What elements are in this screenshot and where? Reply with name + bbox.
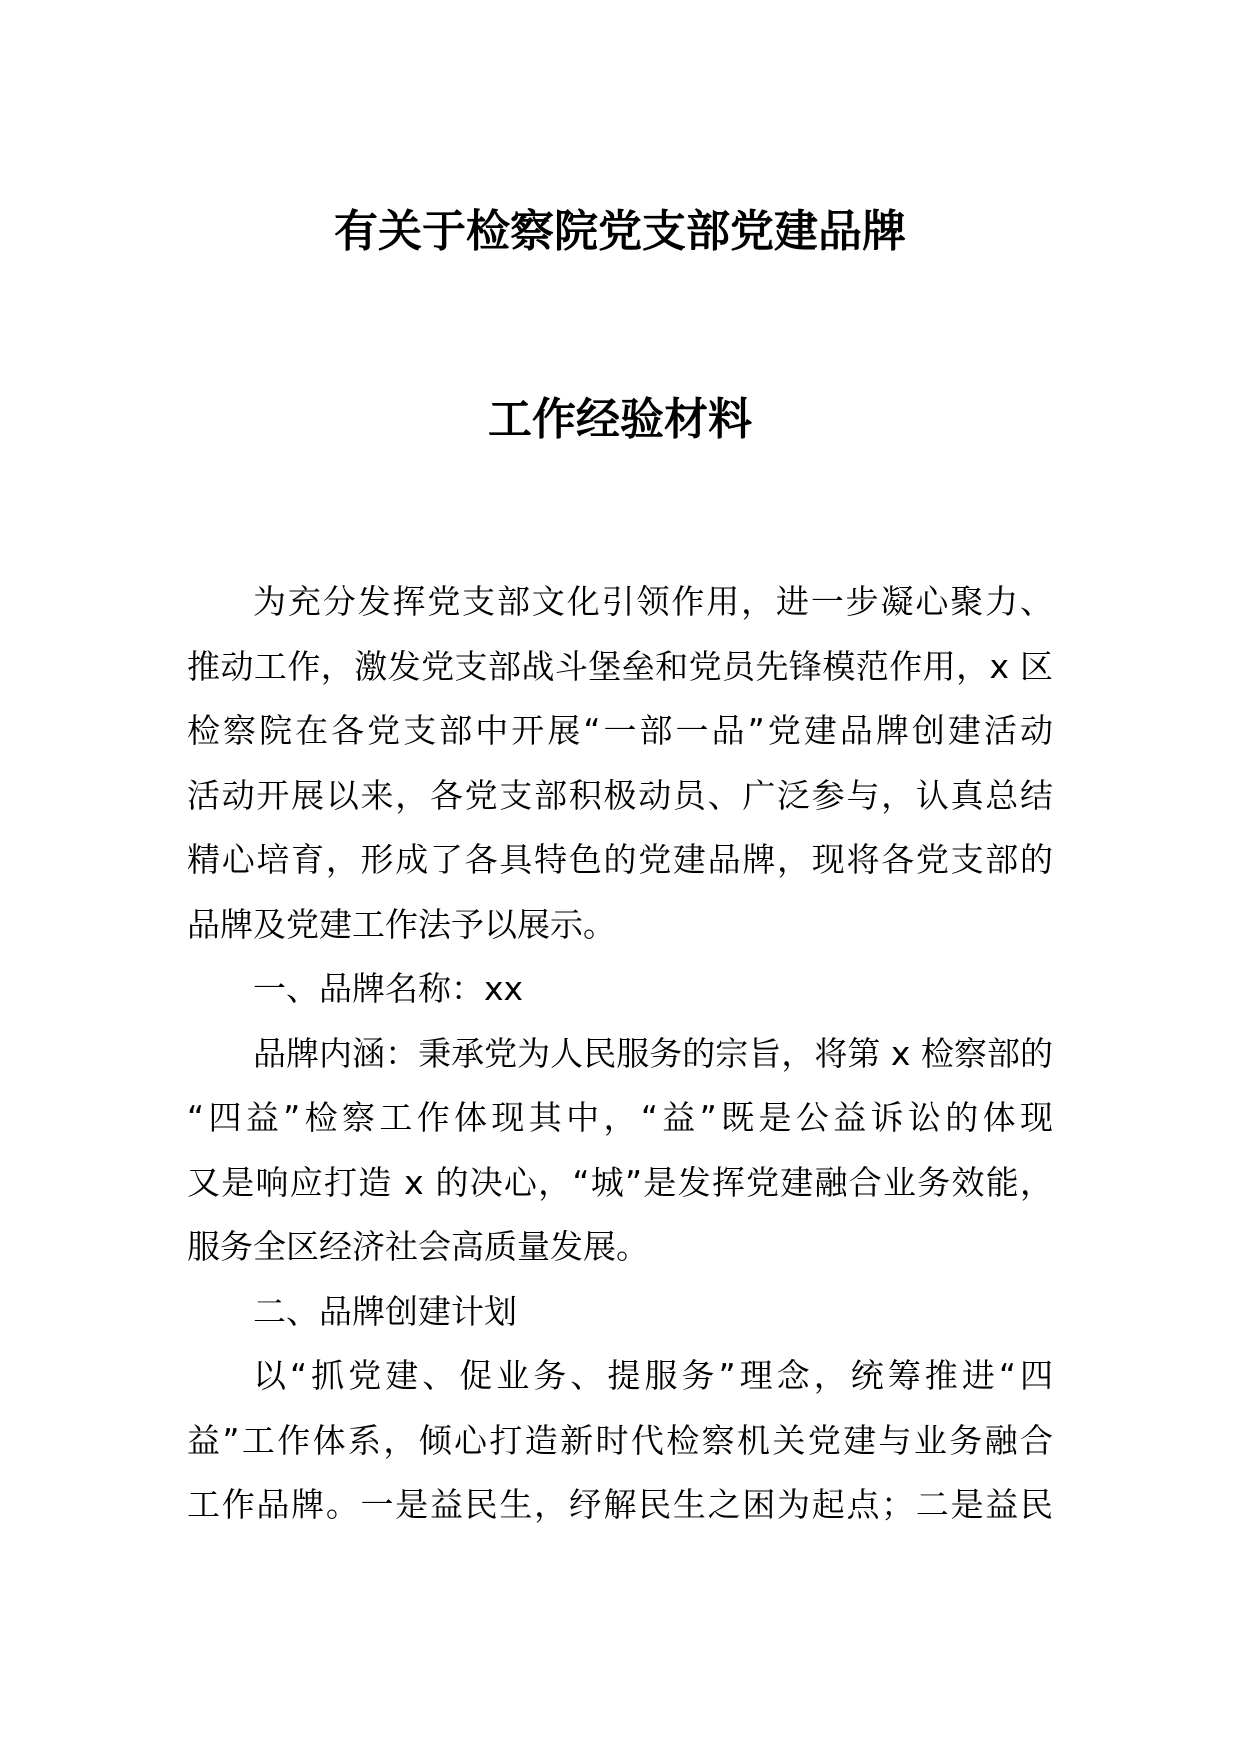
body-line: 工作品牌。一是益民生，纾解民生之困为起点；二是益民 — [187, 1485, 1053, 1524]
body-line: 益”工作体系，倾心打造新时代检察机关党建与业务融合 — [187, 1420, 1053, 1460]
section-heading: 二、品牌创建计划 — [253, 1291, 517, 1331]
document-title-line-1: 有关于检察院党支部党建品牌 — [334, 206, 906, 257]
document-title-line-2: 工作经验材料 — [488, 394, 752, 445]
body-line: 品牌内涵：秉承党为人民服务的宗旨，将第 x 检察部的 — [253, 1033, 1053, 1073]
body-line: 以“抓党建、促业务、提服务”理念，统筹推进“四 — [253, 1356, 1053, 1395]
body-line: 检察院在各党支部中开展“一部一品”党建品牌创建活动 — [187, 711, 1053, 750]
section-heading: 一、品牌名称：xx — [253, 969, 524, 1008]
body-line: 服务全区经济社会高质量发展。 — [187, 1227, 649, 1266]
body-line: “四益”检察工作体现其中，“益”既是公益诉讼的体现 — [187, 1098, 1053, 1137]
body-line: 精心培育，形成了各具特色的党建品牌，现将各党支部的 — [187, 840, 1053, 879]
body-line: 为充分发挥党支部文化引领作用，进一步凝心聚力、 — [253, 582, 1053, 621]
body-line: 活动开展以来，各党支部积极动员、广泛参与，认真总结 — [187, 775, 1053, 815]
body-line: 推动工作，激发党支部战斗堡垒和党员先锋模范作用，x 区 — [187, 646, 1053, 686]
document-body — [187, 570, 1053, 1538]
body-line: 品牌及党建工作法予以展示。 — [187, 904, 616, 944]
body-line: 又是响应打造 x 的决心，“城”是发挥党建融合业务效能， — [187, 1162, 1053, 1202]
